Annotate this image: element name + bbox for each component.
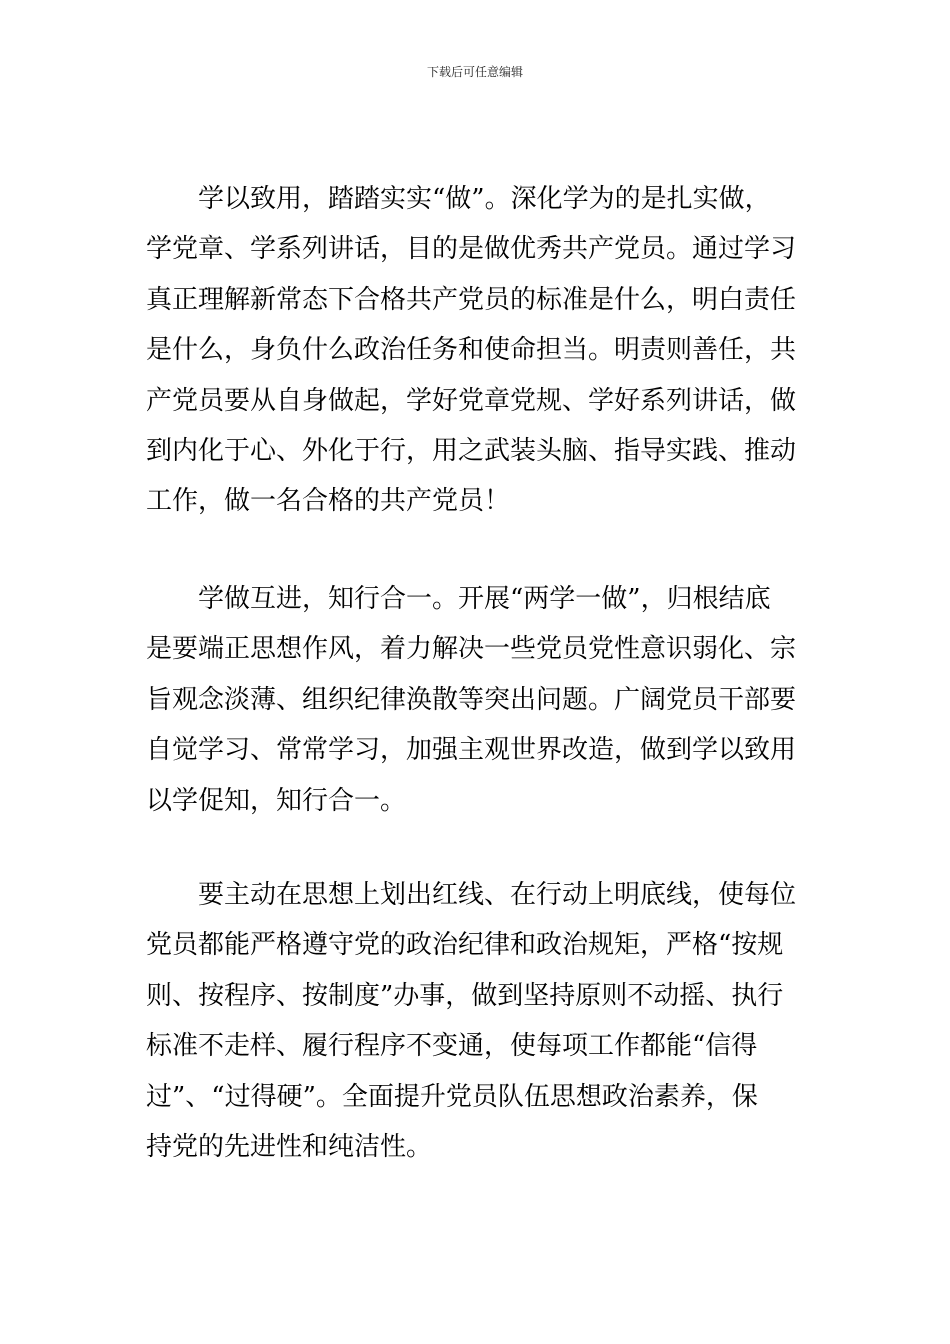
paragraph-line: 则、按程序、按制度”办事，做到坚持原则不动摇、执行 [146, 980, 784, 1011]
paragraph-2 [146, 574, 806, 826]
paragraph-line: 要主动在思想上划出红线、在行动上明底线，使每位 [198, 880, 797, 910]
paragraph-line: 学党章、学系列讲话，目的是做优秀共产党员。通过学习 [146, 234, 797, 265]
paragraph-line: 到内化于心、外化于行，用之武装头脑、指导实践、推动 [146, 435, 797, 466]
paragraph-line: 标准不走样、履行程序不变通，使每项工作都能“信得 [146, 1031, 758, 1062]
paragraph-line: 是要端正思想作风，着力解决一些党员党性意识弱化、宗 [146, 634, 797, 665]
paragraph-line: 以学促知，知行合一。 [146, 785, 407, 816]
paragraph-line: 旨观念淡薄、组织纪律涣散等突出问题。广阔党员干部要 [146, 684, 797, 715]
paragraph-line: 产党员要从自身做起，学好党章党规、学好系列讲话，做 [146, 385, 797, 416]
paragraph-line: 自觉学习、常常学习，加强主观世界改造，做到学以致用 [146, 735, 797, 766]
paragraph-line: 学以致用，踏踏实实“做”。深化学为的是扎实做， [198, 184, 771, 214]
paragraph-line: 学做互进，知行合一。开展“两学一做”，归根结底 [198, 584, 771, 614]
paragraph-1 [146, 174, 806, 527]
paragraph-line: 工作，做一名合格的共产党员！ [146, 486, 511, 517]
page-header: 下载后可任意编辑 [426, 65, 523, 79]
paragraph-3 [146, 870, 806, 1172]
paragraph-line: 持党的先进性和纯洁性。 [146, 1131, 433, 1162]
paragraph-line: 过”、“过得硬”。全面提升党员队伍思想政治素养，保 [146, 1081, 758, 1112]
paragraph-line: 是什么，身负什么政治任务和使命担当。明责则善任，共 [146, 335, 797, 366]
paragraph-line: 真正理解新常态下合格共产党员的标准是什么，明白责任 [146, 284, 797, 315]
paragraph-line: 党员都能严格遵守党的政治纪律和政治规矩，严格“按规 [146, 930, 784, 961]
